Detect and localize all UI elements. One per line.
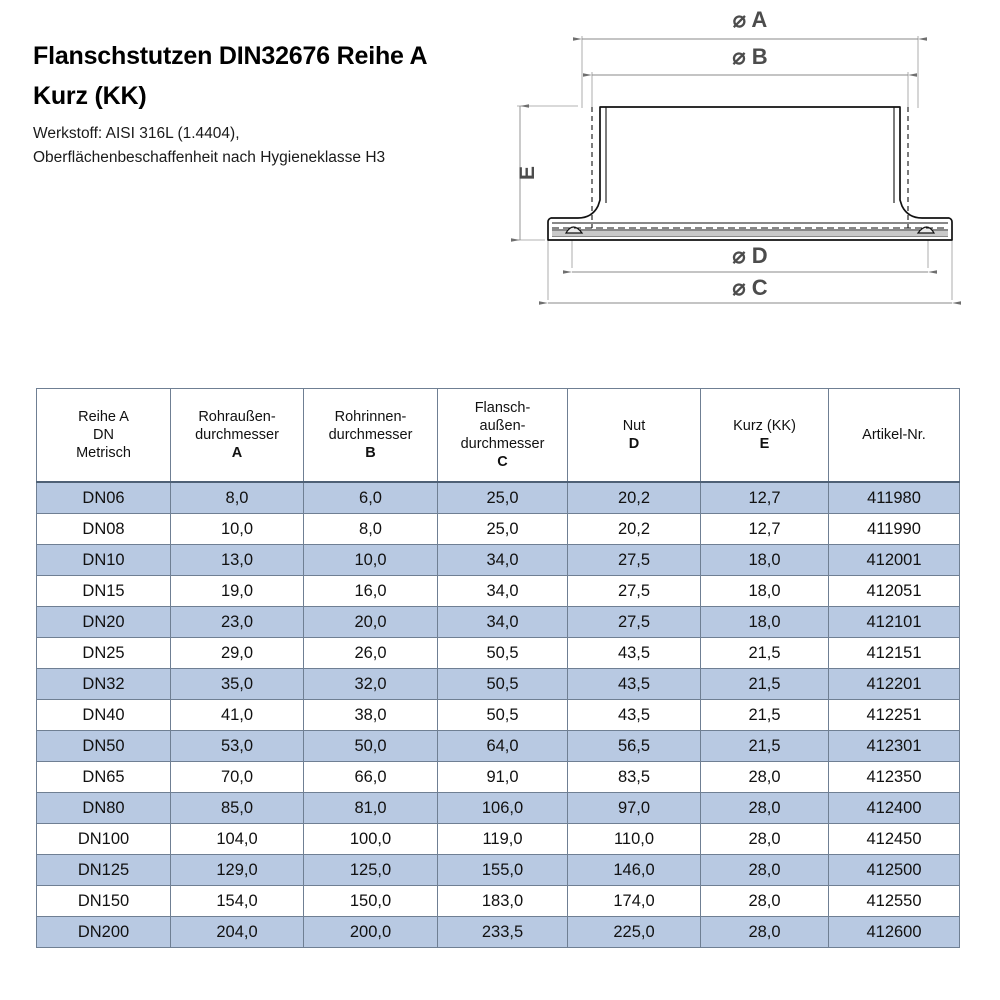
dimension-label-a-text: ⌀ A: [732, 7, 768, 32]
cell-b: 125,0: [304, 855, 438, 886]
cell-b: 32,0: [304, 669, 438, 700]
cell-c: 155,0: [438, 855, 568, 886]
cell-a: 29,0: [171, 638, 304, 669]
cell-article-number: 412101: [829, 607, 960, 638]
column-header-b-line-1: Rohrinnen-: [334, 409, 407, 425]
flange-outline: [548, 107, 952, 240]
cell-d: 27,5: [568, 545, 701, 576]
cell-d: 43,5: [568, 669, 701, 700]
table-row: [37, 576, 960, 607]
dimension-label-e: [516, 166, 539, 180]
column-header-e: [701, 389, 829, 483]
cell-c: 119,0: [438, 824, 568, 855]
column-header-b-line-2: durchmesser: [328, 427, 413, 443]
cell-a: 204,0: [171, 917, 304, 948]
cell-c: 25,0: [438, 482, 568, 514]
cell-e: 12,7: [701, 482, 829, 514]
cell-article-number: 412400: [829, 793, 960, 824]
table-row: [37, 545, 960, 576]
cell-a: 13,0: [171, 545, 304, 576]
cell-article-number: 412301: [829, 731, 960, 762]
cell-a: 23,0: [171, 607, 304, 638]
cell-d: 83,5: [568, 762, 701, 793]
cell-c: 233,5: [438, 917, 568, 948]
cell-d: 110,0: [568, 824, 701, 855]
cell-b: 26,0: [304, 638, 438, 669]
table-row: [37, 700, 960, 731]
cell-d: 27,5: [568, 607, 701, 638]
cell-d: 43,5: [568, 638, 701, 669]
dimension-label-c-text: ⌀ C: [732, 275, 768, 300]
cell-a: 53,0: [171, 731, 304, 762]
dimension-label-a: [733, 7, 768, 32]
cell-e: 18,0: [701, 545, 829, 576]
column-header-dn: [37, 389, 171, 483]
column-header-dn-line-3: Metrisch: [76, 445, 131, 461]
column-header-b: [304, 389, 438, 483]
cell-d: 27,5: [568, 576, 701, 607]
cell-a: 41,0: [171, 700, 304, 731]
column-header-c-line-1: Flansch-: [474, 400, 531, 416]
cell-a: 129,0: [171, 855, 304, 886]
cell-b: 150,0: [304, 886, 438, 917]
cell-e: 28,0: [701, 824, 829, 855]
page-title-line-2: Kurz (KK): [33, 82, 147, 110]
cell-dn: DN200: [37, 917, 171, 948]
cell-e: 21,5: [701, 669, 829, 700]
dimension-label-c: [732, 275, 767, 300]
column-header-dn-line-1: Reihe A: [78, 409, 129, 425]
cell-b: 38,0: [304, 700, 438, 731]
cell-d: 20,2: [568, 482, 701, 514]
cell-b: 6,0: [304, 482, 438, 514]
flange-shading-band: [552, 231, 948, 236]
cell-article-number: 411980: [829, 482, 960, 514]
cell-article-number: 412001: [829, 545, 960, 576]
table-body: [37, 482, 960, 948]
cell-b: 81,0: [304, 793, 438, 824]
column-header-b-symbol: B: [365, 445, 376, 461]
cell-c: 183,0: [438, 886, 568, 917]
cell-d: 56,5: [568, 731, 701, 762]
dimension-label-e-text: E: [516, 165, 539, 181]
material-text: Werkstoff: AISI 316L (1.4404),: [33, 125, 240, 142]
column-header-e-symbol: E: [759, 436, 770, 452]
cell-b: 20,0: [304, 607, 438, 638]
table-header-row: [37, 389, 960, 483]
cell-dn: DN65: [37, 762, 171, 793]
cell-b: 50,0: [304, 731, 438, 762]
column-header-c-symbol: C: [497, 454, 508, 470]
cell-e: 28,0: [701, 793, 829, 824]
table-row: [37, 514, 960, 545]
column-header-article-number-line-1: Artikel-Nr.: [862, 427, 926, 443]
dimension-label-b: [732, 44, 767, 69]
cell-article-number: 412201: [829, 669, 960, 700]
cell-e: 18,0: [701, 607, 829, 638]
cell-d: 97,0: [568, 793, 701, 824]
cell-dn: DN150: [37, 886, 171, 917]
subtitle-block: [33, 122, 503, 170]
table-row: [37, 793, 960, 824]
cell-dn: DN06: [37, 482, 171, 514]
cell-dn: DN125: [37, 855, 171, 886]
cell-b: 8,0: [304, 514, 438, 545]
column-header-article-number: [829, 389, 960, 483]
cell-c: 106,0: [438, 793, 568, 824]
cell-e: 21,5: [701, 638, 829, 669]
table-row: [37, 669, 960, 700]
cell-e: 28,0: [701, 855, 829, 886]
cell-a: 8,0: [171, 482, 304, 514]
cell-d: 146,0: [568, 855, 701, 886]
technical-drawing: [500, 0, 1000, 330]
cell-article-number: 412251: [829, 700, 960, 731]
page-title-line-1: Flanschstutzen DIN32676 Reihe A: [33, 42, 428, 70]
cell-e: 28,0: [701, 917, 829, 948]
cell-e: 28,0: [701, 886, 829, 917]
cell-e: 28,0: [701, 762, 829, 793]
table-row: [37, 855, 960, 886]
cell-dn: DN15: [37, 576, 171, 607]
cell-c: 50,5: [438, 700, 568, 731]
table-row: [37, 886, 960, 917]
table-row: [37, 917, 960, 948]
cell-c: 50,5: [438, 669, 568, 700]
cell-c: 34,0: [438, 576, 568, 607]
cell-article-number: 411990: [829, 514, 960, 545]
cell-dn: DN08: [37, 514, 171, 545]
column-header-a: [171, 389, 304, 483]
column-header-e-line-1: Kurz (KK): [733, 418, 796, 434]
cell-c: 64,0: [438, 731, 568, 762]
cell-dn: DN25: [37, 638, 171, 669]
column-header-c-line-3: durchmesser: [460, 436, 545, 452]
cell-article-number: 412550: [829, 886, 960, 917]
cell-dn: DN50: [37, 731, 171, 762]
flange-part-geometry: [548, 107, 952, 240]
column-header-c: [438, 389, 568, 483]
column-header-d-symbol: D: [628, 436, 640, 452]
cell-article-number: 412350: [829, 762, 960, 793]
cell-dn: DN100: [37, 824, 171, 855]
column-header-dn-line-2: DN: [93, 427, 114, 443]
cell-c: 34,0: [438, 607, 568, 638]
cell-a: 70,0: [171, 762, 304, 793]
cell-c: 25,0: [438, 514, 568, 545]
column-header-a-symbol: A: [231, 445, 243, 461]
cell-a: 19,0: [171, 576, 304, 607]
cell-e: 21,5: [701, 700, 829, 731]
cell-b: 200,0: [304, 917, 438, 948]
cell-e: 18,0: [701, 576, 829, 607]
table-row: [37, 607, 960, 638]
cell-c: 50,5: [438, 638, 568, 669]
column-header-a-line-1: Rohraußen-: [198, 409, 276, 425]
specification-table: [36, 388, 960, 948]
table-row: [37, 824, 960, 855]
cell-b: 10,0: [304, 545, 438, 576]
cell-article-number: 412500: [829, 855, 960, 886]
table-header: [37, 389, 960, 483]
cell-dn: DN20: [37, 607, 171, 638]
cell-dn: DN10: [37, 545, 171, 576]
cell-article-number: 412450: [829, 824, 960, 855]
title-block: [33, 36, 503, 170]
cell-c: 91,0: [438, 762, 568, 793]
cell-d: 43,5: [568, 700, 701, 731]
cell-a: 10,0: [171, 514, 304, 545]
table-row: [37, 762, 960, 793]
cell-a: 104,0: [171, 824, 304, 855]
cell-article-number: 412151: [829, 638, 960, 669]
column-header-d: [568, 389, 701, 483]
cell-d: 174,0: [568, 886, 701, 917]
column-header-a-line-2: durchmesser: [195, 427, 279, 443]
cell-b: 66,0: [304, 762, 438, 793]
cell-e: 21,5: [701, 731, 829, 762]
cell-article-number: 412051: [829, 576, 960, 607]
cell-d: 20,2: [568, 514, 701, 545]
dimension-label-b-text: ⌀ B: [732, 44, 768, 69]
cell-b: 100,0: [304, 824, 438, 855]
surface-finish-text: Oberflächenbeschaffenheit nach Hygieneklasse H3: [33, 149, 386, 166]
cell-article-number: 412600: [829, 917, 960, 948]
cell-c: 34,0: [438, 545, 568, 576]
cell-d: 225,0: [568, 917, 701, 948]
cell-dn: DN80: [37, 793, 171, 824]
table-row: [37, 482, 960, 514]
cell-e: 12,7: [701, 514, 829, 545]
cell-a: 35,0: [171, 669, 304, 700]
cell-a: 85,0: [171, 793, 304, 824]
table-row: [37, 731, 960, 762]
dimension-label-d-text: ⌀ D: [732, 243, 768, 268]
cell-b: 16,0: [304, 576, 438, 607]
column-header-d-line-1: Nut: [622, 418, 646, 434]
table-row: [37, 638, 960, 669]
column-header-c-line-2: außen-: [479, 418, 526, 434]
dimension-label-d: [732, 243, 767, 268]
cell-a: 154,0: [171, 886, 304, 917]
cell-dn: DN40: [37, 700, 171, 731]
cell-dn: DN32: [37, 669, 171, 700]
